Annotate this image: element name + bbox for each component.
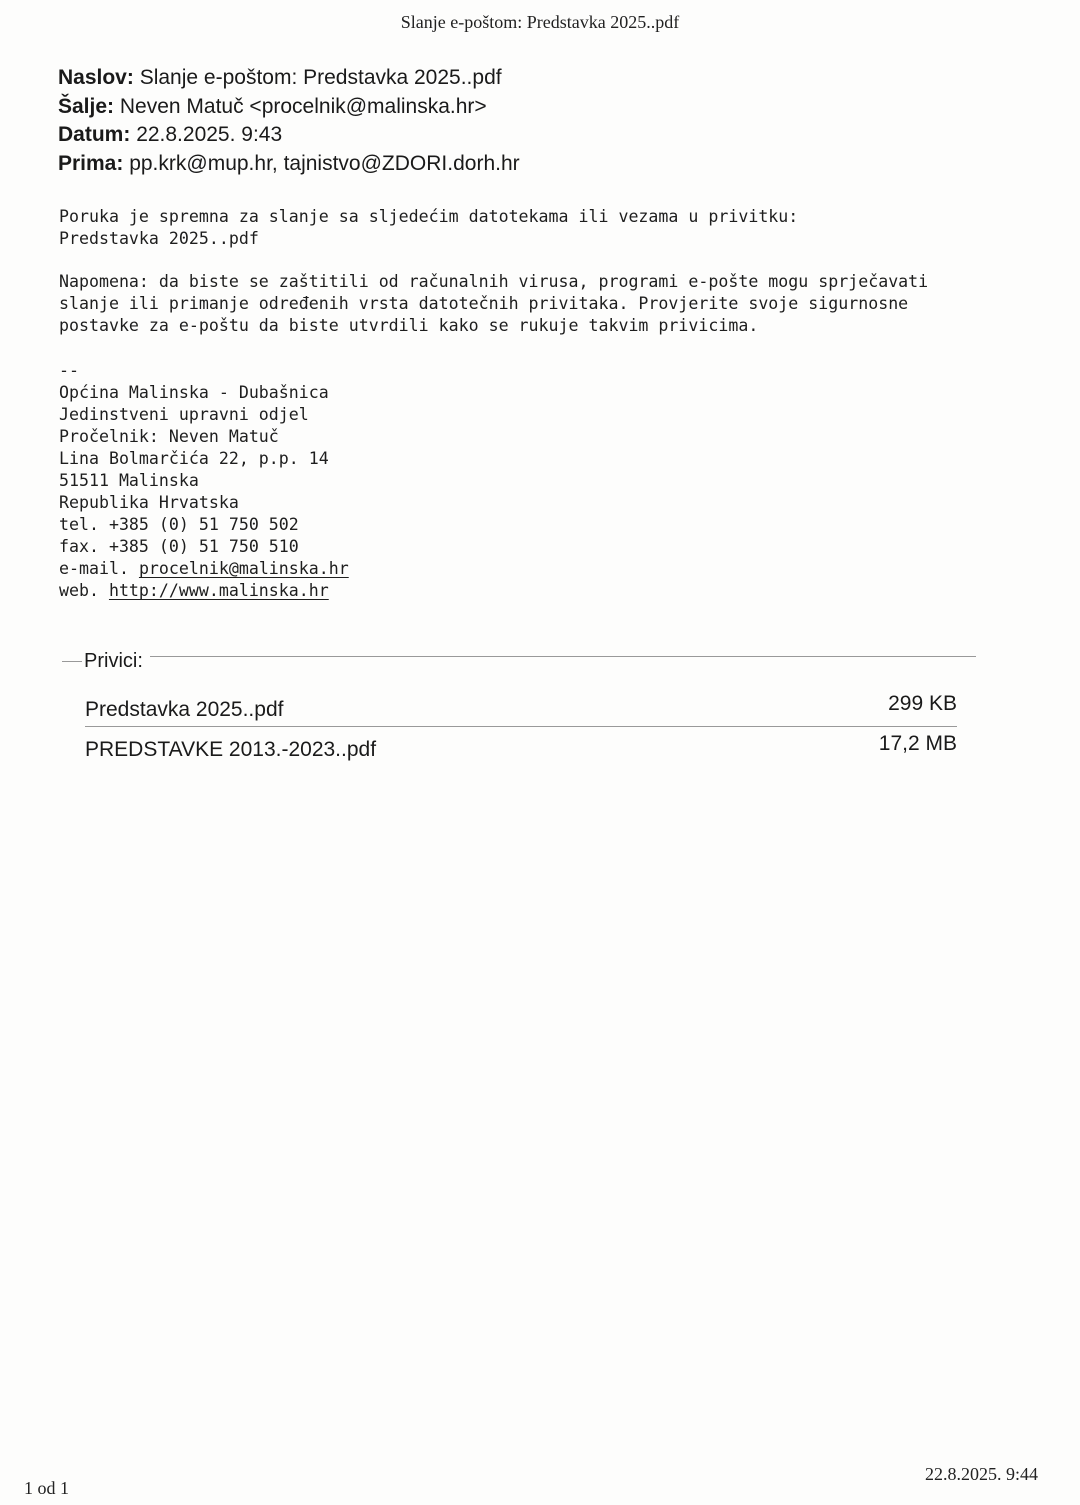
from-row [58, 93, 520, 122]
to-label: Prima: [58, 151, 124, 175]
attachments-label: Privici: [84, 650, 143, 672]
date-row [58, 121, 520, 150]
note-line: slanje ili primanje određenih vrsta datotečnih privitaka. Provjerite svoje sigurnosne [59, 294, 909, 313]
signature-line: fax. +385 (0) 51 750 510 [59, 537, 299, 556]
page-number: 1 od 1 [24, 1478, 69, 1498]
attachment-name: Predstavka 2025..pdf [85, 698, 284, 721]
message-text [59, 206, 798, 250]
attachment-row[interactable] [85, 732, 957, 768]
print-header-title: Slanje e-poštom: Predstavka 2025..pdf [400, 12, 680, 32]
attachment-row[interactable] [85, 690, 957, 727]
message-line: Predstavka 2025..pdf [59, 229, 259, 248]
date-value: 22.8.2025. 9:43 [136, 123, 283, 146]
subject-value: Slanje e-poštom: Predstavka 2025..pdf [139, 66, 502, 89]
signature-web-row [59, 580, 349, 602]
message-line: Poruka je spremna za slanje sa sljedećim datotekama ili vezama u privitku: [59, 207, 799, 226]
note-line: Napomena: da biste se zaštitili od računalnih virusa, programi e-pošte mogu sprječavati [59, 272, 929, 291]
signature-email-row [59, 558, 349, 580]
web-prefix: web. [59, 581, 109, 600]
signature-line: Jedinstveni upravni odjel [59, 405, 309, 424]
to-value: pp.krk@mup.hr, tajnistvo@ZDORI.dorh.hr [129, 151, 520, 175]
email-prefix: e-mail. [59, 559, 139, 578]
signature-line: Lina Bolmarčića 22, p.p. 14 [59, 449, 329, 468]
signature-line: Republika Hrvatska [59, 493, 239, 512]
signature-line: tel. +385 (0) 51 750 502 [59, 515, 299, 534]
to-row [58, 150, 520, 179]
subject-row [58, 64, 520, 93]
date-label: Datum: [58, 123, 131, 146]
attachment-name: PREDSTAVKE 2013.-2023..pdf [85, 738, 377, 761]
signature-line: Općina Malinska - Dubašnica [59, 383, 329, 402]
email-headers [58, 64, 520, 178]
from-label: Šalje: [58, 94, 115, 118]
signature-block [59, 360, 349, 602]
web-link[interactable]: http://www.malinska.hr [108, 581, 329, 600]
email-link[interactable]: procelnik@malinska.hr [138, 559, 349, 578]
note-text [59, 271, 928, 337]
print-timestamp: 22.8.2025. 9:44 [924, 1464, 1038, 1484]
attachments-divider-left [62, 661, 82, 662]
attachment-size: 17,2 MB [878, 732, 957, 755]
attachment-size: 299 KB [888, 692, 957, 715]
signature-separator: -- [59, 361, 79, 380]
note-line: postavke za e-poštu da biste utvrdili kako se rukuje takvim privicima. [59, 316, 759, 335]
signature-line: 51511 Malinska [59, 471, 199, 490]
from-value: Neven Matuč <procelnik@malinska.hr> [119, 94, 487, 118]
subject-label: Naslov: [58, 66, 134, 89]
signature-line: Pročelnik: Neven Matuč [59, 427, 279, 446]
attachments-divider-right [150, 656, 976, 657]
